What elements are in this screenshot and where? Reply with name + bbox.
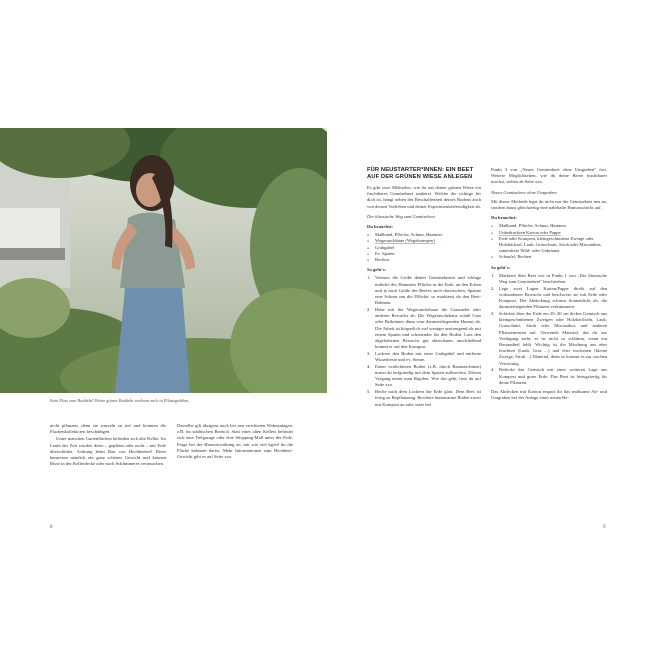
needs-list [491,223,607,260]
paragraph: Mit dieser Methode legst du nicht nur die Gemüsebeet neu an, sondern baust gleichzeitig eine nahrhafte Humusschicht auf. [491,198,607,211]
list-item: » Maßband, Pflöcke, Schnur, Hammer [367,232,481,238]
list-item: » Maßband, Pflöcke, Schnur, Hammer [491,223,607,229]
method-title: Neues Gemüsebeet ohne Umgraben [491,189,557,195]
intro-paragraph: Es gibt zwei Methoden, wie du aus deiner grünen Wiese ein fruchtbares Gemüsebeet zauberst. Welche die richtige für dich ist, hängt neben der Beschaffenheit deines Bodens auch von deinen Vorlieben und deiner Experimentierfreudigkeit ab. [367,185,481,209]
list-item: » Rechen [367,257,481,263]
list-item: 2. Hebe mit der Wegerauchehaue die Grasnarbe oder anderen Bewuchs ab. Die Wegerauchehaue schält Gras oder Beikräuter dünn vom darunterliegenden Humus ab. Die Arbeit ist körperlich viel weniger anstrengend als mit einem Spaten und schonender für den Boden. Lass den abgehobenen Bewuchs gut abtrocknen, anschließend kommt er auf den Kompost. [367,306,481,350]
photo-caption: Kein Platz zum Buddeln? Reine grünes Buddeln wachsen auch in Pflanzgefäßen [50,398,189,403]
needs-list [367,232,481,263]
list-item: 4. Einen verdichteten Boden (z.B. durch Baumaschinen) musst du tiefgründig mit dem Spaten aufbrechen. Diesen Vorgang nennt man Rigolen. Wie das geht, liest du auf Seite xxx. [367,363,481,388]
list-item: 5. Reche nach dem Lockern die Erde glatt. Dein Beet ist fertig zu Bepflanzung. Reichere humusarme Böden zuvor mit Kompost an oder setze bei [367,389,482,407]
steps-list [367,275,481,407]
page-number-left: 8 [50,525,53,530]
steps-list [491,273,607,386]
list-item: » Grabgabel [367,245,481,251]
section-heading: FÜR NEUSTARTER*INNEN: EIN BEET AUF DER GRÜNEN WIESE ANLEGEN [367,167,474,180]
steps-title: So geht's: [491,264,511,270]
left-column-2 [177,423,293,461]
method-title: Der klassische Weg zum Gemüsebeet [367,213,435,219]
paragraph: nicht pflanzen, denn sie wurzeln zu tief und könnten die Flachenkollektoren beschädigen. [50,423,166,435]
list-item: » Erde oder Kompost, kleingeschnittene Zweige oder Holzhäcksel, Laub, Grasschnitt, Stroh oder Miscanthus, samenfreie Wild- oder Unkräuter [491,236,607,255]
needs-title: Du brauchst: [367,224,393,230]
garden-photo [0,128,327,393]
needs-title: Du brauchst: [491,215,517,221]
steps-title: So geht's: [367,267,387,273]
page-number-right: 9 [603,525,606,530]
list-item: 1. Markiere dein Beet wie in Punkt 1 von „Der klassische Weg zum Gemüsebeet" beschrieben. [491,272,607,285]
right-column-1 [367,167,481,408]
paragraph: Das Abdecken mit Karton erspart dir das mühsame Ab- und Umgraben bei der Anlage eines neuen Be- [491,389,607,401]
list-item: » Schaufel, Rechen [491,254,607,260]
list-item: » Ev. Spaten [367,251,481,257]
list-item: » Unbedruckten Karton oder Pappe [491,230,607,236]
paragraph: Punkt 3 von „Neues Gemüsebeet ohne Umgraben" fort. Weitere Möglichkeiten, wie du deine Beete fruchtbarer machst, stehen ab Seite xxx. [491,167,607,185]
paragraph: Unter manchen Gartenflächen befinden sich alte Keller. Im Laufe der Zeit wurden diese – gepflant oder nicht – mit Erde überschüttet. Achtung beim Bau von Hochbeeten! Diese bemessen nämlich ein ganz schönes Gewicht und können Risse in der Kellerdecke oder noch Schlimmeres verursachen. [50,436,166,467]
list-item: 2. Lege zwei Lagen Karton/Pappe direkt auf den vorhandenen Bewuchs und beschwere sie mit Erde oder Kompost. Die Abdeckung schirmt Sonnenlicht ab, die darunterliegenden Pflanzen verkümmern. [491,285,607,310]
list-item: 3. Schichte über der Erde ein 20–30 cm dickes Gemisch aus kleingeschnittenen Zweigen oder Holzhäckseln, Laub, Grasschnitt, Stroh oder Miscanthus und anderen Pflanzenresten auf. Verwende Material, das dir zur Verfügung steht, es ist nicht so schlimm, wenn ein Bestandteil fehlt. Wichtig ist die Mischung aus eher feuchten (Laub, Gras ...) und eher trockenen (kleine Zweige, Stroh ...) Material, denn so kommt es zur raschen Verrottung. [491,311,607,366]
right-column-2 [491,167,607,402]
list-item: 1. Vermiss die Größe deines Gemüsebeetes und schlage mithilfe des Hammers Pflöcke in die Erde, an den Ecken und je nach Größe des Beetes auch dazwischen. Spanne eine Schnur um die Pflöcke, so markierst du den Beet-Rahmen. [367,275,481,306]
photo-illustration [0,128,327,393]
list-item: » Wegerauchhaue (Wegekrampen) [367,238,481,244]
paragraph: Dasselbe gilt übrigens auch bei neu errichteten Wohnanlagen, z.B. im städtischen Bereich. Statt eines alten Kellers befindet sich eine Tiefgarage oder eine Shopping-Mall unter der Erde. Frage bei der Hausverwaltung an, mit wie viel kg/m² du die Fläche belasten darfst. Mehr Informationen zum Hochbeet-Gewicht gibt es auf Seite xxx. [177,423,293,460]
list-item: 3. Lockere den Boden mit einer Grabgabel und entferne Wurzelreste und ev. Steine. [367,350,481,363]
list-item: 4. Bedecke das Gemisch mit einer weiteren Lage aus Kompost und guter Erde. Das Beet ist bezugsfertig für deine Pflanzen. [491,367,607,385]
left-column-1 [50,423,166,468]
